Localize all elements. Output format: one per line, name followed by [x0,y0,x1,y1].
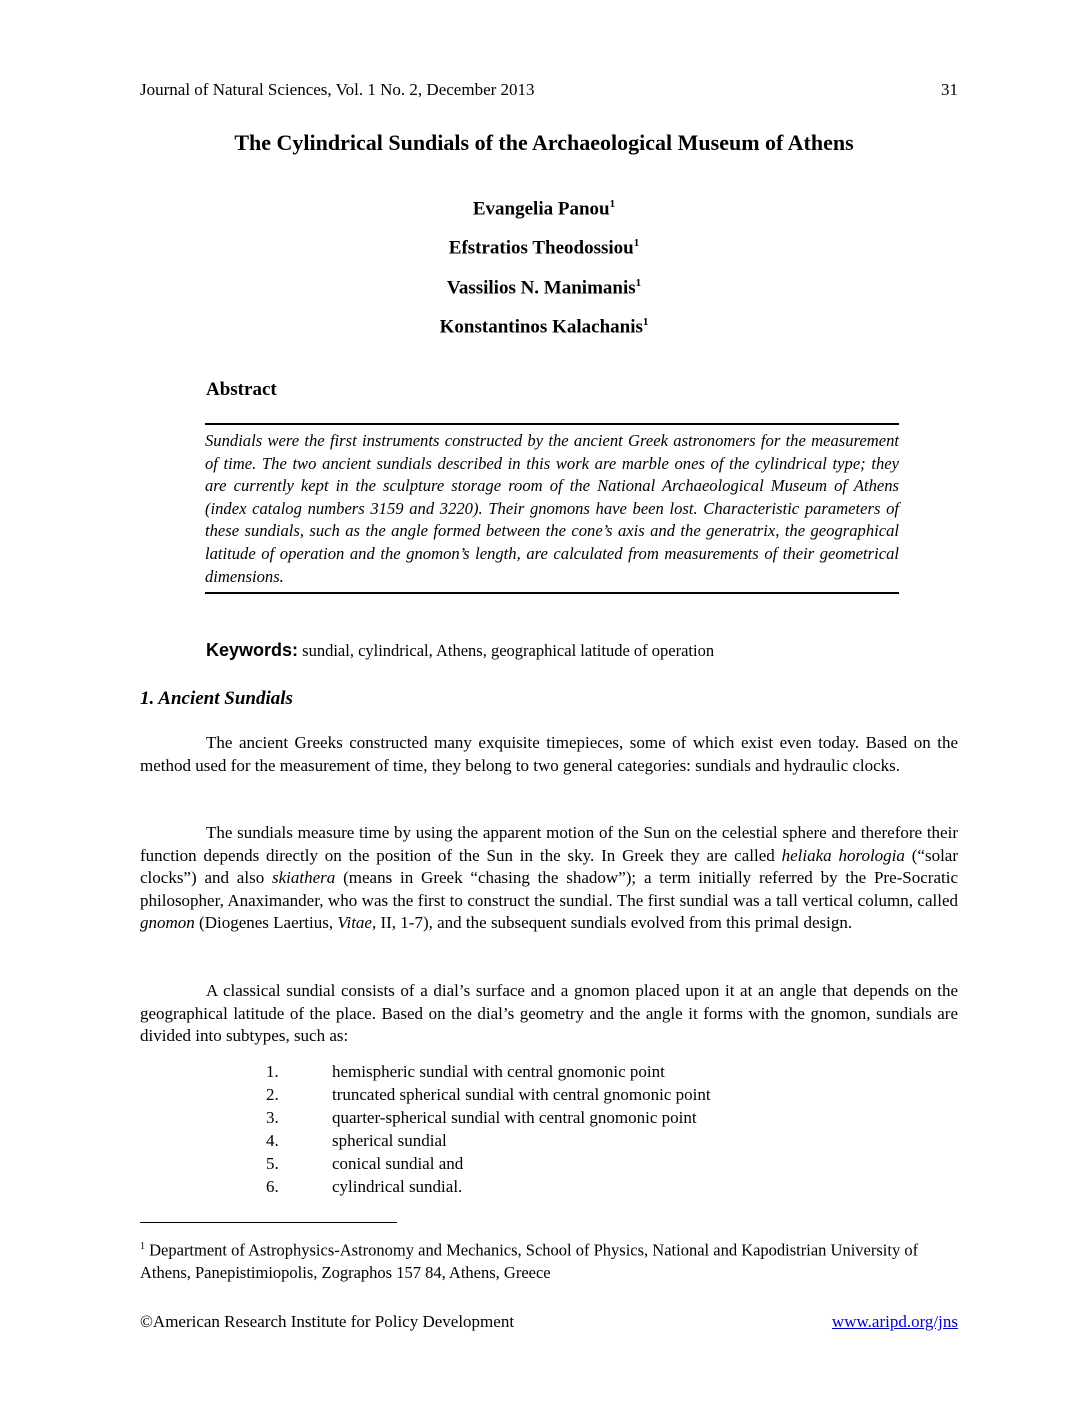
footnote-divider [140,1222,397,1223]
affiliation-mark: 1 [635,276,642,289]
paragraph-2: The sundials measure time by using the apparent motion of the Sun on the celestial sphere and therefore their function depends directly on the position of the Sun in the sky. In Greek they are called heliaka horologia (“solar clocks”) and also skiathera (means in Greek “chasing the shadow”); a term initially referred by the Pre-Socratic philosopher, Anaximander, who was the first to construct the sundial. The first sundial was a tall vertical column, called gnomon (Diogenes Laertius, Vitae, II, 1-7), and the subsequent sundials evolved from this primal design. [140,823,959,932]
list-item: 4. spherical sundial [266,1131,447,1150]
affiliation-mark: 1 [633,237,640,250]
footnote-mark: 1 [140,1241,145,1252]
journal-url-link[interactable]: www.aripd.org/jns [831,1312,958,1331]
author: Vassilios N. Manimanis$^1$ [446,276,642,298]
paragraph-1: The ancient Greeks constructed many exquisite timepieces, some of which exist even today. Based on the method used for the measurement of time, they belong to two general categories: sundials and hydraulic clocks. [140,733,958,775]
affiliation-mark: 1 [609,198,616,210]
abstract-text: Sundials were the first instruments constructed by the ancient Greek astronomers for the measurement of time. The two ancient sundials described in this work are marble ones of the cylindrical type; they are currently kept in the sculpture storage room of the National Archaeological Museum of Athens (index catalog numbers 3159 and 3220). Their gnomons have been lost. Characteristic parameters of these sundials, such as the angle formed between the cone’s axis and the generatrix, the geographical latitude of operation and the gnomon’s length, are calculated from measurements of their geometrical dimensions. [205,423,899,594]
footnote: $^1$ Department of Astrophysics-Astronomy and Mechanics, School of Physics, National and Kapodistrian University of Athens, Panepistimiopolis, Zographos 157 84, Athens, Greece [140,1240,919,1282]
list-item: 3. quarter-spherical sundial with central gnomonic point [266,1108,697,1127]
abstract-heading: Abstract [206,379,277,400]
affiliation-mark: 1 [642,315,649,328]
copyright-text: ©American Research Institute for Policy Development [140,1312,515,1331]
author: Evangelia Panou$^1$ [472,198,616,220]
keywords-text: sundial, cylindrical, Athens, geographical latitude of operation [302,641,715,660]
sundial-types-list [266,1060,711,1198]
list-item: 2. truncated spherical sundial with central gnomonic point [266,1085,711,1104]
running-header [140,80,958,100]
list-item: 6. cylindrical sundial. [266,1177,463,1196]
journal-citation: Journal of Natural Sciences, Vol. 1 No. 2, December 2013 [140,80,535,99]
paper-title: The Cylindrical Sundials of the Archaeological Museum of Athens [234,130,854,155]
author-list [0,187,1088,344]
author: Efstratios Theodossiou$^1$ [448,237,640,259]
paragraph-3: A classical sundial consists of a dial’s surface and a gnomon placed upon it at an angle that depends on the geographical latitude of the place. Based on the dial’s geometry and the angle it forms with the gnomon, sundials are divided into subtypes, such as: [140,981,958,1045]
keywords-label: Keywords: [206,640,299,660]
list-item: 5. conical sundial and [266,1154,464,1173]
section-heading: 1. Ancient Sundials [140,688,293,709]
keywords [206,640,714,661]
author: Konstantinos Kalachanis$^1$ [439,315,649,338]
page-number: 31 [941,80,958,99]
page-footer [140,1312,958,1332]
list-item: 1. hemispheric sundial with central gnomonic point [266,1062,665,1081]
